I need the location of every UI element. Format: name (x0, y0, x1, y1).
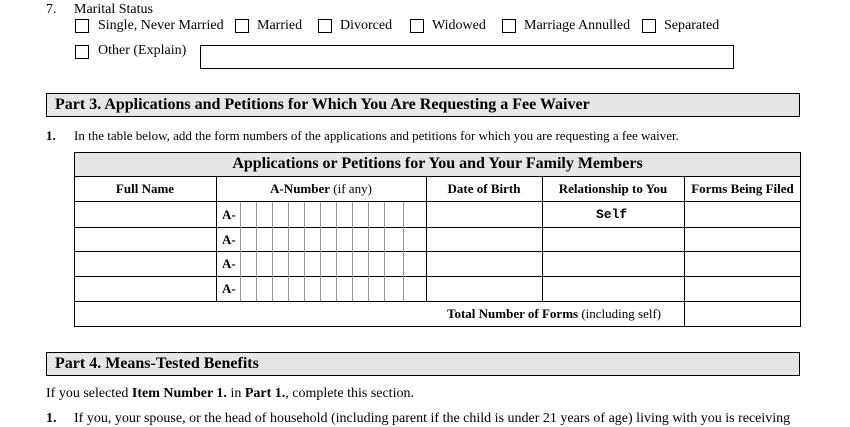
header-anumber-rest: (if any) (330, 181, 372, 196)
part4-intro-3: in (226, 386, 245, 401)
table-title: Applications or Petitions for You and Your Family Members (232, 155, 643, 172)
annulled-label: Marriage Annulled (524, 18, 631, 33)
header-anumber-bold: A-Number (270, 181, 331, 196)
married-label: Married (257, 18, 303, 33)
full-name-input-row1[interactable] (75, 202, 216, 227)
part4-item-number: 1. (46, 411, 57, 426)
separated-label: Separated (664, 18, 720, 33)
header-full-name: Full Name (115, 181, 175, 196)
relationship-self: Self (596, 207, 628, 222)
part4-intro-5: , complete this section. (285, 386, 414, 401)
total-forms-bold: Total Number of Forms (447, 306, 579, 321)
a-prefix-row2: A- (222, 232, 236, 247)
full-name-input-row2[interactable] (75, 228, 216, 251)
other-label: Other (Explain) (98, 43, 187, 58)
full-name-input-row4[interactable] (75, 277, 216, 301)
part4-intro-4: Part 1. (244, 386, 286, 401)
single-label: Single, Never Married (98, 18, 224, 33)
full-name-input-row3[interactable] (75, 252, 216, 276)
header-dob: Date of Birth (447, 181, 521, 196)
header-forms: Forms Being Filed (691, 181, 794, 196)
part4-title: Part 4. Means-Tested Benefits (55, 355, 259, 372)
a-prefix-row1: A- (222, 207, 236, 222)
part3-instruction: In the table below, add the form numbers of the applications and petitions for which you are requesting a fee waiver. (74, 128, 679, 143)
part4-header (46, 352, 800, 376)
part4-intro-1: If you selected (46, 386, 132, 401)
part3-item-number: 1. (46, 128, 56, 143)
part4-intro-2: Item Number 1. (131, 386, 227, 401)
part3-title: Part 3. Applications and Petitions for Which You Are Requesting a Fee Waiver (55, 96, 590, 113)
a-prefix-row3: A- (222, 256, 236, 271)
header-relationship: Relationship to You (558, 181, 668, 196)
part4-intro (46, 386, 414, 402)
divorced-label: Divorced (340, 18, 393, 33)
widowed-label: Widowed (432, 18, 486, 33)
item-number: 7. (46, 2, 57, 17)
total-forms-rest: (including self) (578, 306, 662, 321)
part4-item-text: If you, your spouse, or the head of household (including parent if the child is under 21 years of age) living with you is receiving (74, 411, 791, 426)
a-prefix-row4: A- (222, 281, 236, 296)
total-forms-input[interactable] (685, 302, 800, 326)
marital-status-label: Marital Status (74, 2, 153, 17)
total-forms-label (447, 306, 661, 322)
